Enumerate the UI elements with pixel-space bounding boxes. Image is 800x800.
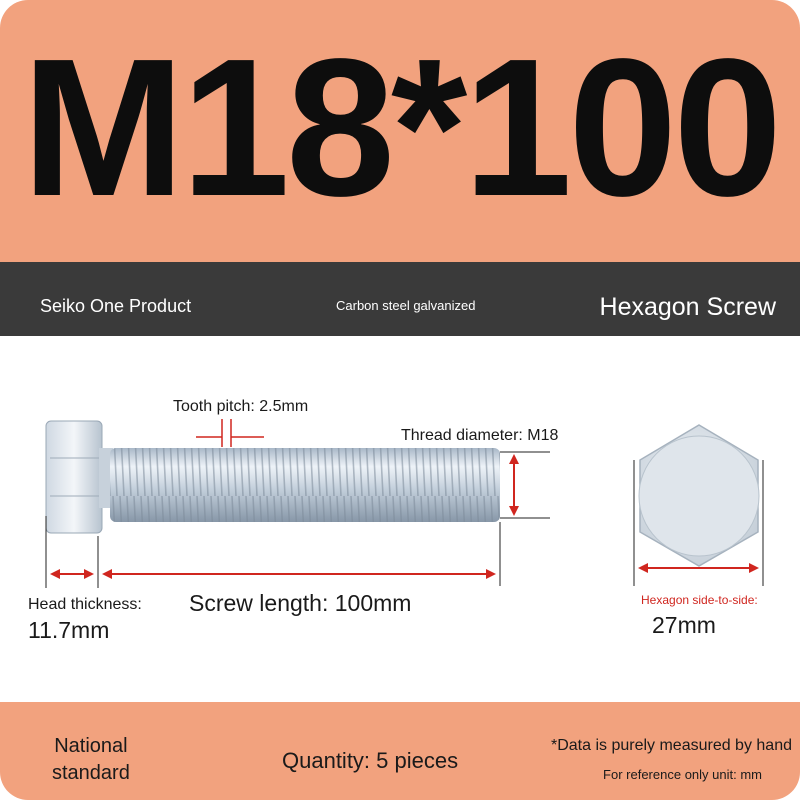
- tooth-pitch-marker: [196, 419, 264, 447]
- thread-diameter-label: Thread diameter: M18: [401, 427, 559, 444]
- hex-side-value: 27mm: [652, 612, 716, 638]
- bolt-drawing: [0, 336, 800, 702]
- tooth-pitch-label: Tooth pitch: 2.5mm: [173, 398, 309, 415]
- standard-line-2: standard: [52, 762, 130, 784]
- bolt-shank: [110, 448, 500, 522]
- standard-line-1: National: [54, 735, 128, 757]
- thread-diameter-marker: [500, 452, 550, 518]
- brand-text: Seiko One Product: [40, 296, 192, 316]
- hexagon-end-view: [634, 425, 763, 586]
- hex-side-label: Hexagon side-to-side:: [641, 593, 758, 607]
- product-title: M18*100: [21, 18, 779, 237]
- head-thickness-value: 11.7mm: [28, 617, 110, 643]
- measurement-note: *Data is purely measured by hand: [550, 737, 792, 754]
- standard-text: [52, 733, 130, 787]
- unit-note: For reference only unit: mm: [603, 767, 762, 782]
- bolt-head: [46, 421, 113, 533]
- head-thickness-label: Head thickness:: [28, 596, 142, 613]
- length-markers: [46, 516, 500, 588]
- material-text: Carbon steel galvanized: [336, 298, 476, 313]
- screw-length-label: Screw length: 100mm: [189, 590, 412, 616]
- quantity-text: Quantity: 5 pieces: [282, 748, 459, 773]
- product-type-text: Hexagon Screw: [599, 293, 776, 321]
